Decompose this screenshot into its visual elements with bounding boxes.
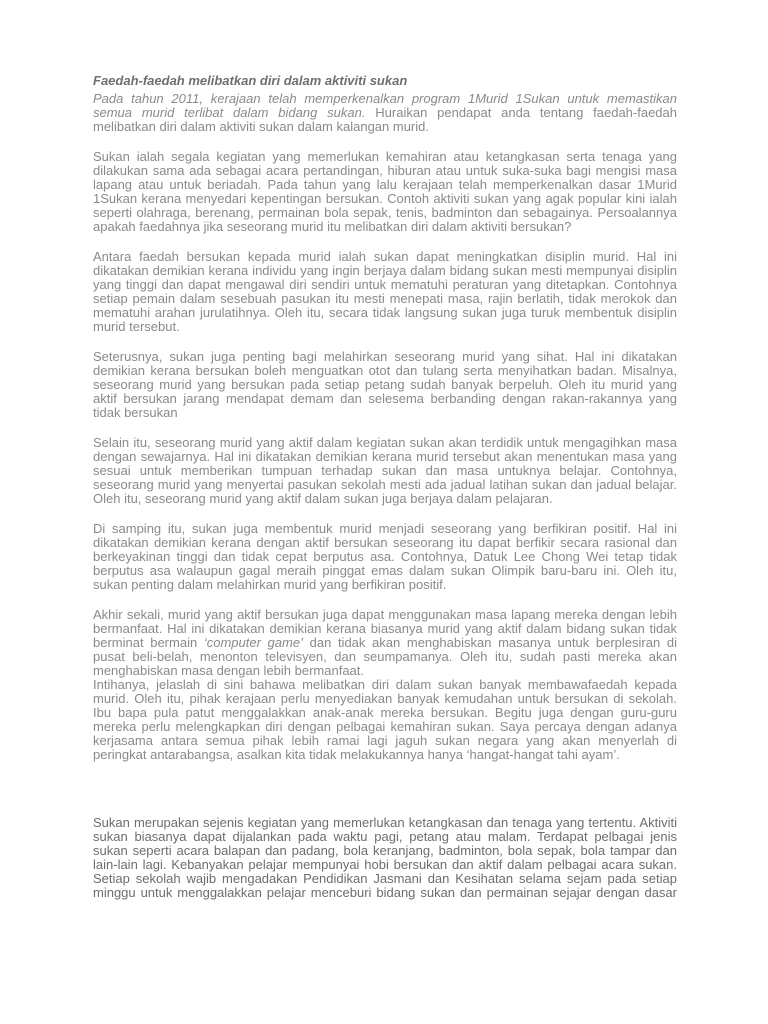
- prompt-italic-text: Pada tahun 2011, kerajaan telah memperkenalkan program 1Murid 1Sukan untuk memastikan semua murid terlibat dalam bidang sukan.: [93, 91, 677, 120]
- masa-lapang-after-text: dan tidak akan menghabiskan masanya untuk berplesiran di pusat beli-belah, menonton televisyen, dan seumpamanya. Oleh itu, sudah pasti mereka akan menghabiskan masa dengan lebih bermanfaat.: [93, 635, 677, 678]
- paragraph-disiplin: Antara faedah bersukan kepada murid ialah sukan dapat meningkatkan disiplin murid. Hal ini dikatakan demikian kerana individu yang ingin berjaya dalam bidang sukan mesti mempunyai disiplin yang tinggi dan dapat mengawal diri sendiri untuk mematuhi peraturan yang ditetapkan. Contohnya setiap pemain dalam sesebuah pasukan itu mesti menepati masa, rajin berlatih, tidak merokok dan mematuhi arahan jurulatihnya. Oleh itu, secara tidak langsung sukan juga turuk membentuk disiplin murid tersebut.: [93, 249, 677, 334]
- essay-content: [93, 74, 677, 900]
- paragraph-pengagihan-masa: Selain itu, seseorang murid yang aktif dalam kegiatan sukan akan terdidik untuk mengagihkan masa dengan sewajarnya. Hal ini dikatakan demikian kerana murid tersebut akan menentukan masa yang sesuai untuk memberikan tumpuan terhadap sukan dan masa untuknya belajar. Contohnya, seseorang murid yang menyertai pasukan sekolah mesti ada jadual latihan sukan dan jadual belajar. Oleh itu, seseorang murid yang aktif dalam sukan juga berjaya dalam pelajaran.: [93, 435, 677, 506]
- paragraph-penutup: Intihanya, jelaslah di sini bahawa melibatkan diri dalam sukan banyak membawafaedah kepada murid. Oleh itu, pihak kerajaan perlu menyediakan banyak kemudahan untuk bersukan di sekolah. Ibu bapa pula patut menggalakkan anak-anak mereka bersukan. Begitu juga dengan guru-guru mereka perlu melengkapkan diri dengan pelbagai kemahiran sukan. Saya percaya dengan adanya kerjasama antara semua pihak lebih ramai lagi jaguh sukan negara yang akan menyerlah di peringkat antarabangsa, asalkan kita tidak melakukannya hanya ‘hangat-hangat tahi ayam’.: [93, 677, 677, 762]
- paragraph-sihat: Seterusnya, sukan juga penting bagi melahirkan seseorang murid yang sihat. Hal ini dikatakan demikian kerana bersukan boleh menguatkan otot dan tulang serta menyihatkan badan. Misalnya, seseorang murid yang bersukan pada setiap petang sudah banyak berpeluh. Oleh itu murid yang aktif bersukan jarang mendapat demam dan selesema berbanding dengan rakan-rakannya yang tidak bersukan: [93, 349, 677, 420]
- paragraph-masa-lapang: [93, 608, 677, 678]
- masa-lapang-italic-text: ‘computer game’: [203, 635, 303, 650]
- paragraph-positif: Di samping itu, sukan juga membentuk murid menjadi seseorang yang berfikiran positif. Hal ini dikatakan demikian kerana dengan aktif bersukan seseorang itu dapat berfikir secara rasional dan berkeyakinan tinggi dan tidak cepat berputus asa. Contohnya, Datuk Lee Chong Wei tetap tidak berputus asa walaupun gagal meraih pinggat emas dalam sukan Olimpik baru-baru ini. Oleh itu, sukan penting dalam melahirkan murid yang berfikiran positif.: [93, 521, 677, 592]
- paragraph-pengenalan: Sukan ialah segala kegiatan yang memerlukan kemahiran atau ketangkasan serta tenaga yang dilakukan sama ada sebagai acara pertandingan, hiburan atau untuk suka-suka bagi mengisi masa lapang atau untuk beriadah. Pada tahun yang lalu kerajaan telah memperkenalkan dasar 1Murid 1Sukan kerana menyedari kepentingan bersukan. Contoh aktiviti sukan yang agak popular kini ialah seperti olahraga, berenang, permainan bola sepak, tenis, badminton dan sebagainya. Persoalannya apakah faedahnya jika seseorang murid itu melibatkan diri dalam aktiviti bersukan?: [93, 149, 677, 234]
- prompt-normal-text: Huraikan pendapat anda tentang faedah-faedah melibatkan diri dalam aktiviti sukan dalam kalangan murid.: [93, 105, 677, 134]
- prompt-paragraph: [93, 92, 677, 134]
- paragraph-esei-kedua: Sukan merupakan sejenis kegiatan yang memerlukan ketangkasan dan tenaga yang tertentu. Aktiviti sukan biasanya dapat dijalankan pada waktu pagi, petang atau malam. Terdapat pelbagai jenis sukan seperti acara balapan dan padang, bola keranjang, badminton, bola sepak, bola tampar dan lain-lain lagi. Kebanyakan pelajar mempunyai hobi bersukan dan aktif dalam pelbagai acara sukan. Setiap sekolah wajib mengadakan Pendidikan Jasmani dan Kesihatan selama sejam pada setiap minggu untuk menggalakkan pelajar menceburi bidang sukan dan permainan sejajar dengan dasar: [93, 815, 677, 900]
- essay-title: Faedah-faedah melibatkan diri dalam aktiviti sukan: [93, 73, 408, 88]
- masa-lapang-before-text: Akhir sekali, murid yang aktif bersukan juga dapat menggunakan masa lapang mereka dengan lebih bermanfaat. Hal ini dikatakan demikian kerana biasanya murid yang aktif dalam bidang sukan tidak berminat bermain: [93, 607, 677, 650]
